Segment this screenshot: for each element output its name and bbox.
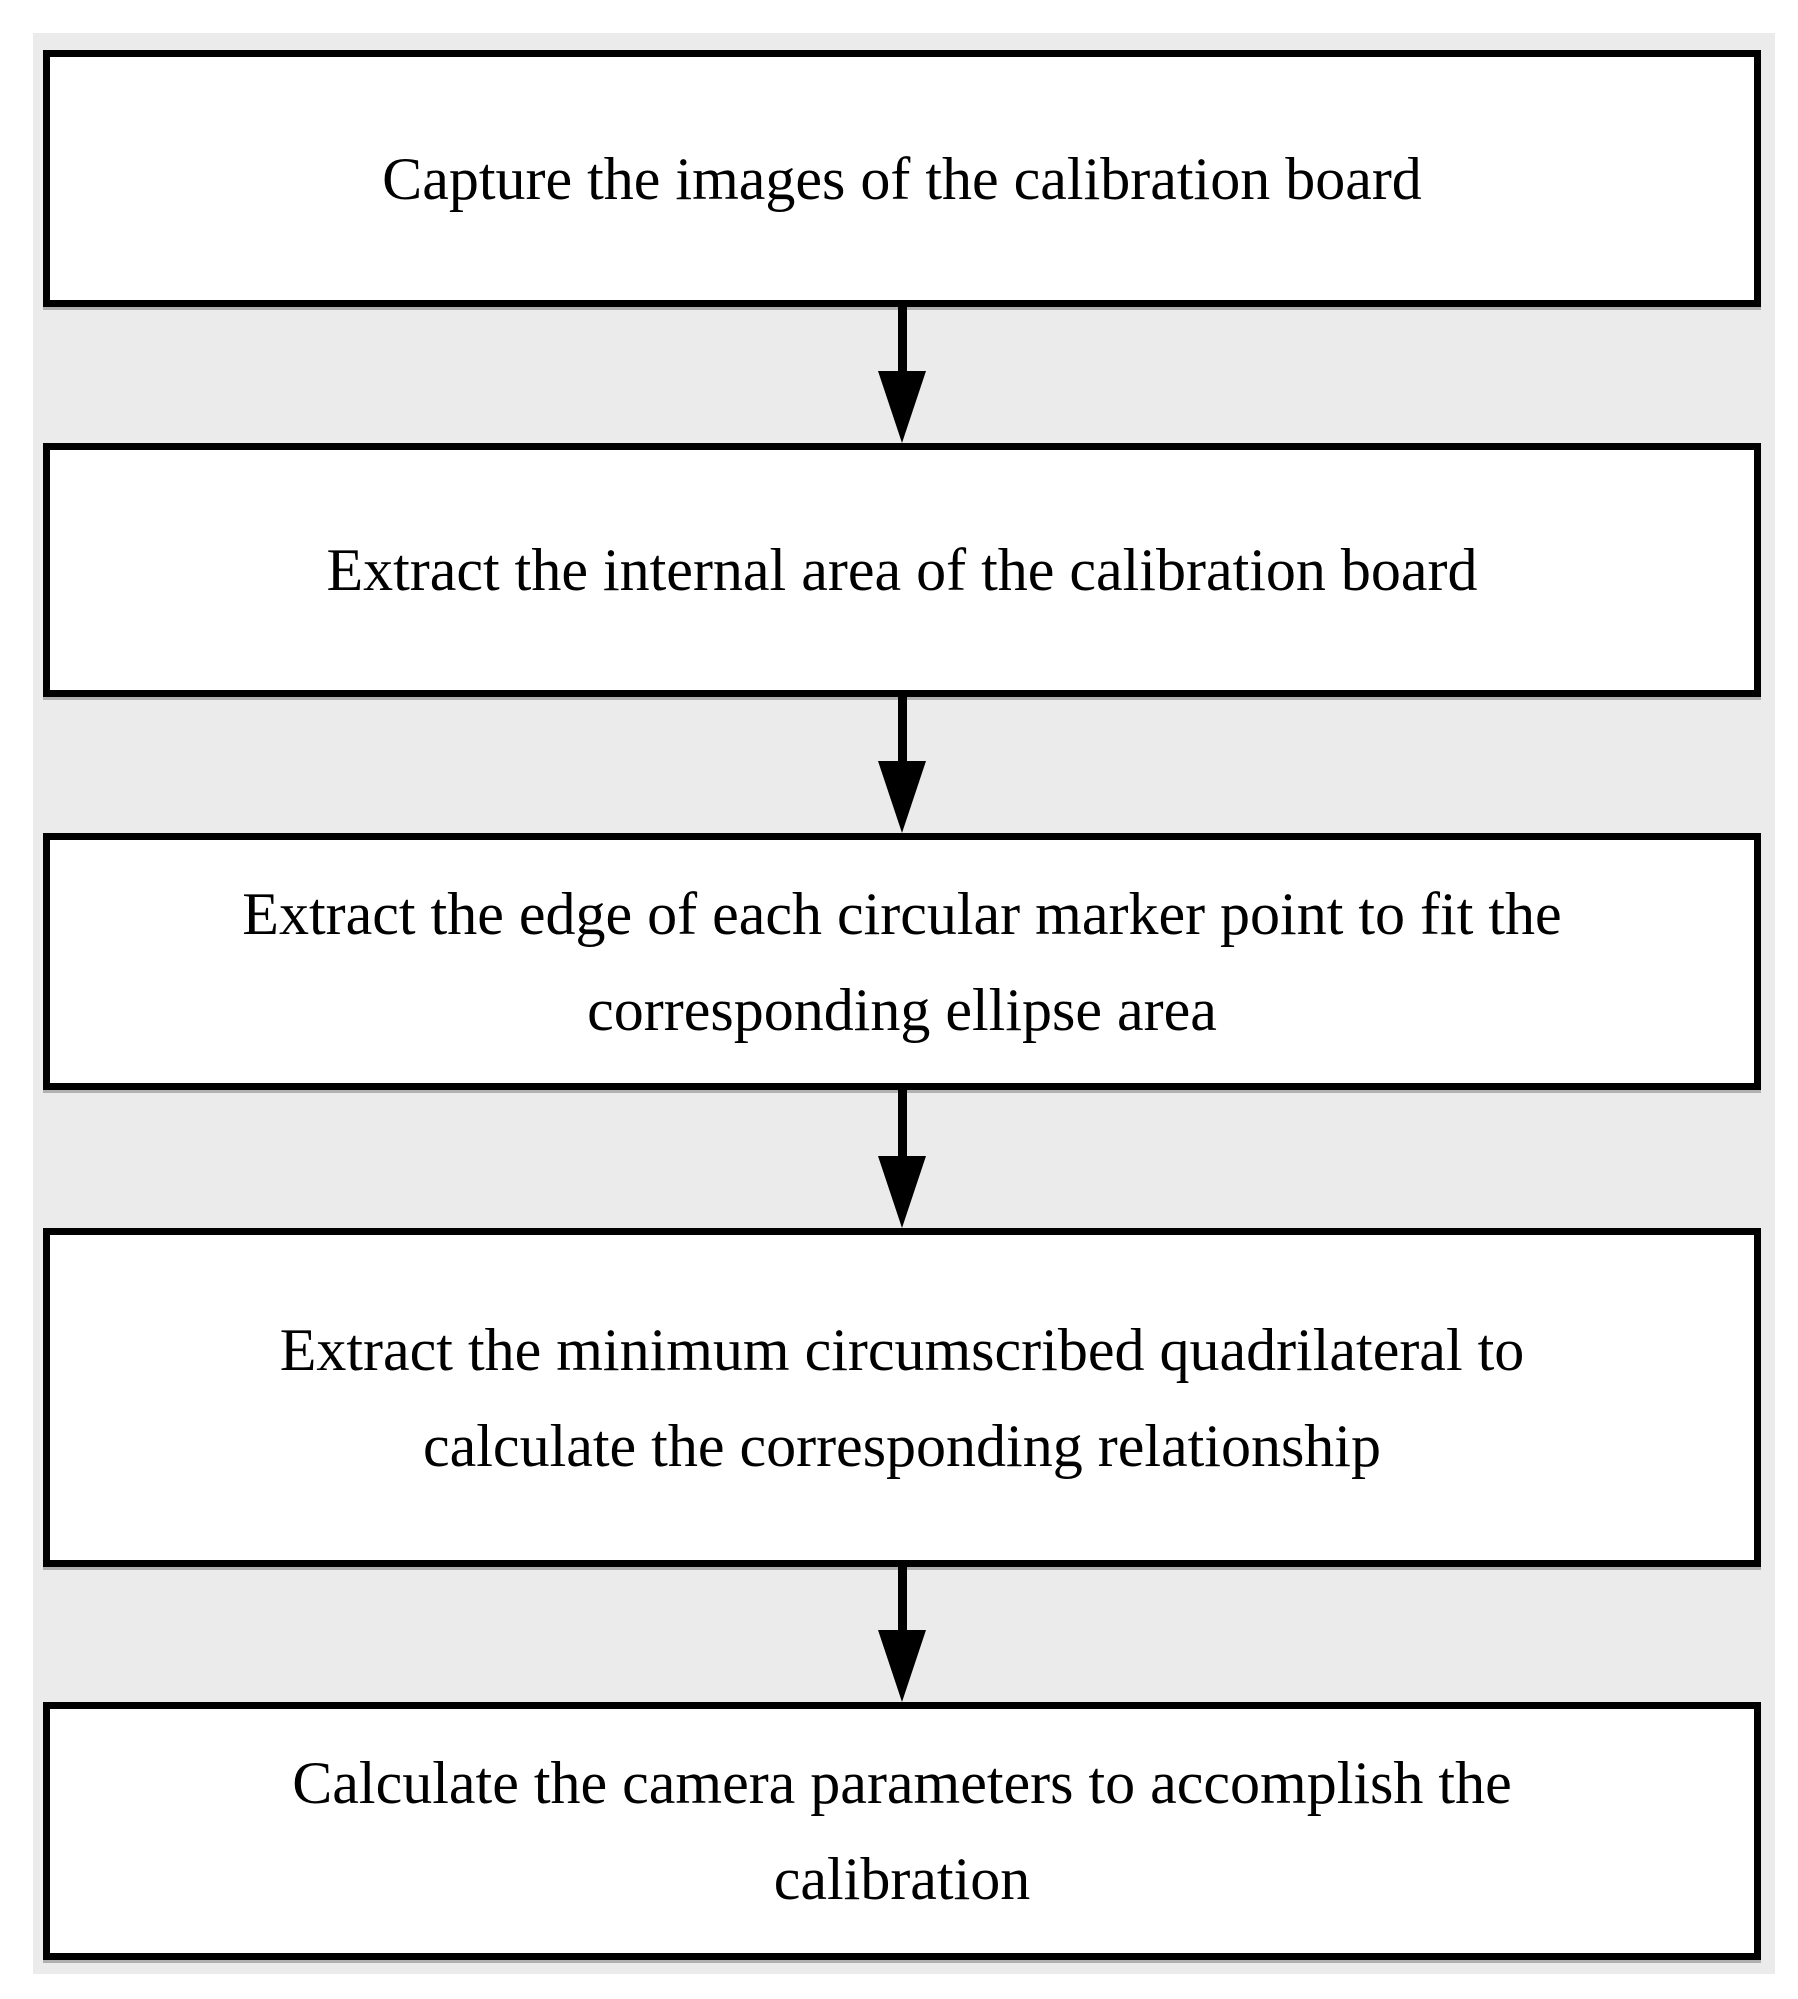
flow-step-label-line-2: corresponding ellipse area (587, 976, 1217, 1043)
arrow-head (878, 1630, 926, 1702)
flow-step-extract-quadrilateral (43, 1228, 1761, 1567)
flow-step-label-line-2: calibration (773, 1846, 1031, 1912)
flow-step-label-line-1: Calculate the camera parameters to accomplish the (292, 1750, 1512, 1816)
arrow-down-icon (878, 1567, 926, 1702)
flow-step-extract-internal-area (43, 443, 1761, 697)
flow-step-capture-images (43, 50, 1761, 307)
arrow-head (878, 761, 926, 833)
arrow-down-icon (878, 697, 926, 833)
arrow-stem (898, 1090, 907, 1156)
arrow-stem (898, 697, 907, 761)
flow-step-label: Extract the internal area of the calibration board (326, 537, 1478, 603)
arrow-stem (898, 1567, 907, 1630)
arrow-head (878, 371, 926, 443)
flow-step-label-line-1: Extract the edge of each circular marker point to fit the (242, 880, 1562, 947)
arrow-down-icon (878, 307, 926, 443)
arrow-stem (898, 307, 907, 371)
arrow-down-icon (878, 1090, 926, 1228)
arrow-head (878, 1156, 926, 1228)
flow-step-calculate-parameters (43, 1702, 1761, 1960)
flow-step-extract-marker-edges (43, 833, 1761, 1090)
flow-step-label-line-2: calculate the corresponding relationship (423, 1412, 1381, 1479)
flow-step-label-line-1: Extract the minimum circumscribed quadrilateral to (279, 1316, 1525, 1383)
flow-step-label: Capture the images of the calibration board (382, 145, 1422, 212)
